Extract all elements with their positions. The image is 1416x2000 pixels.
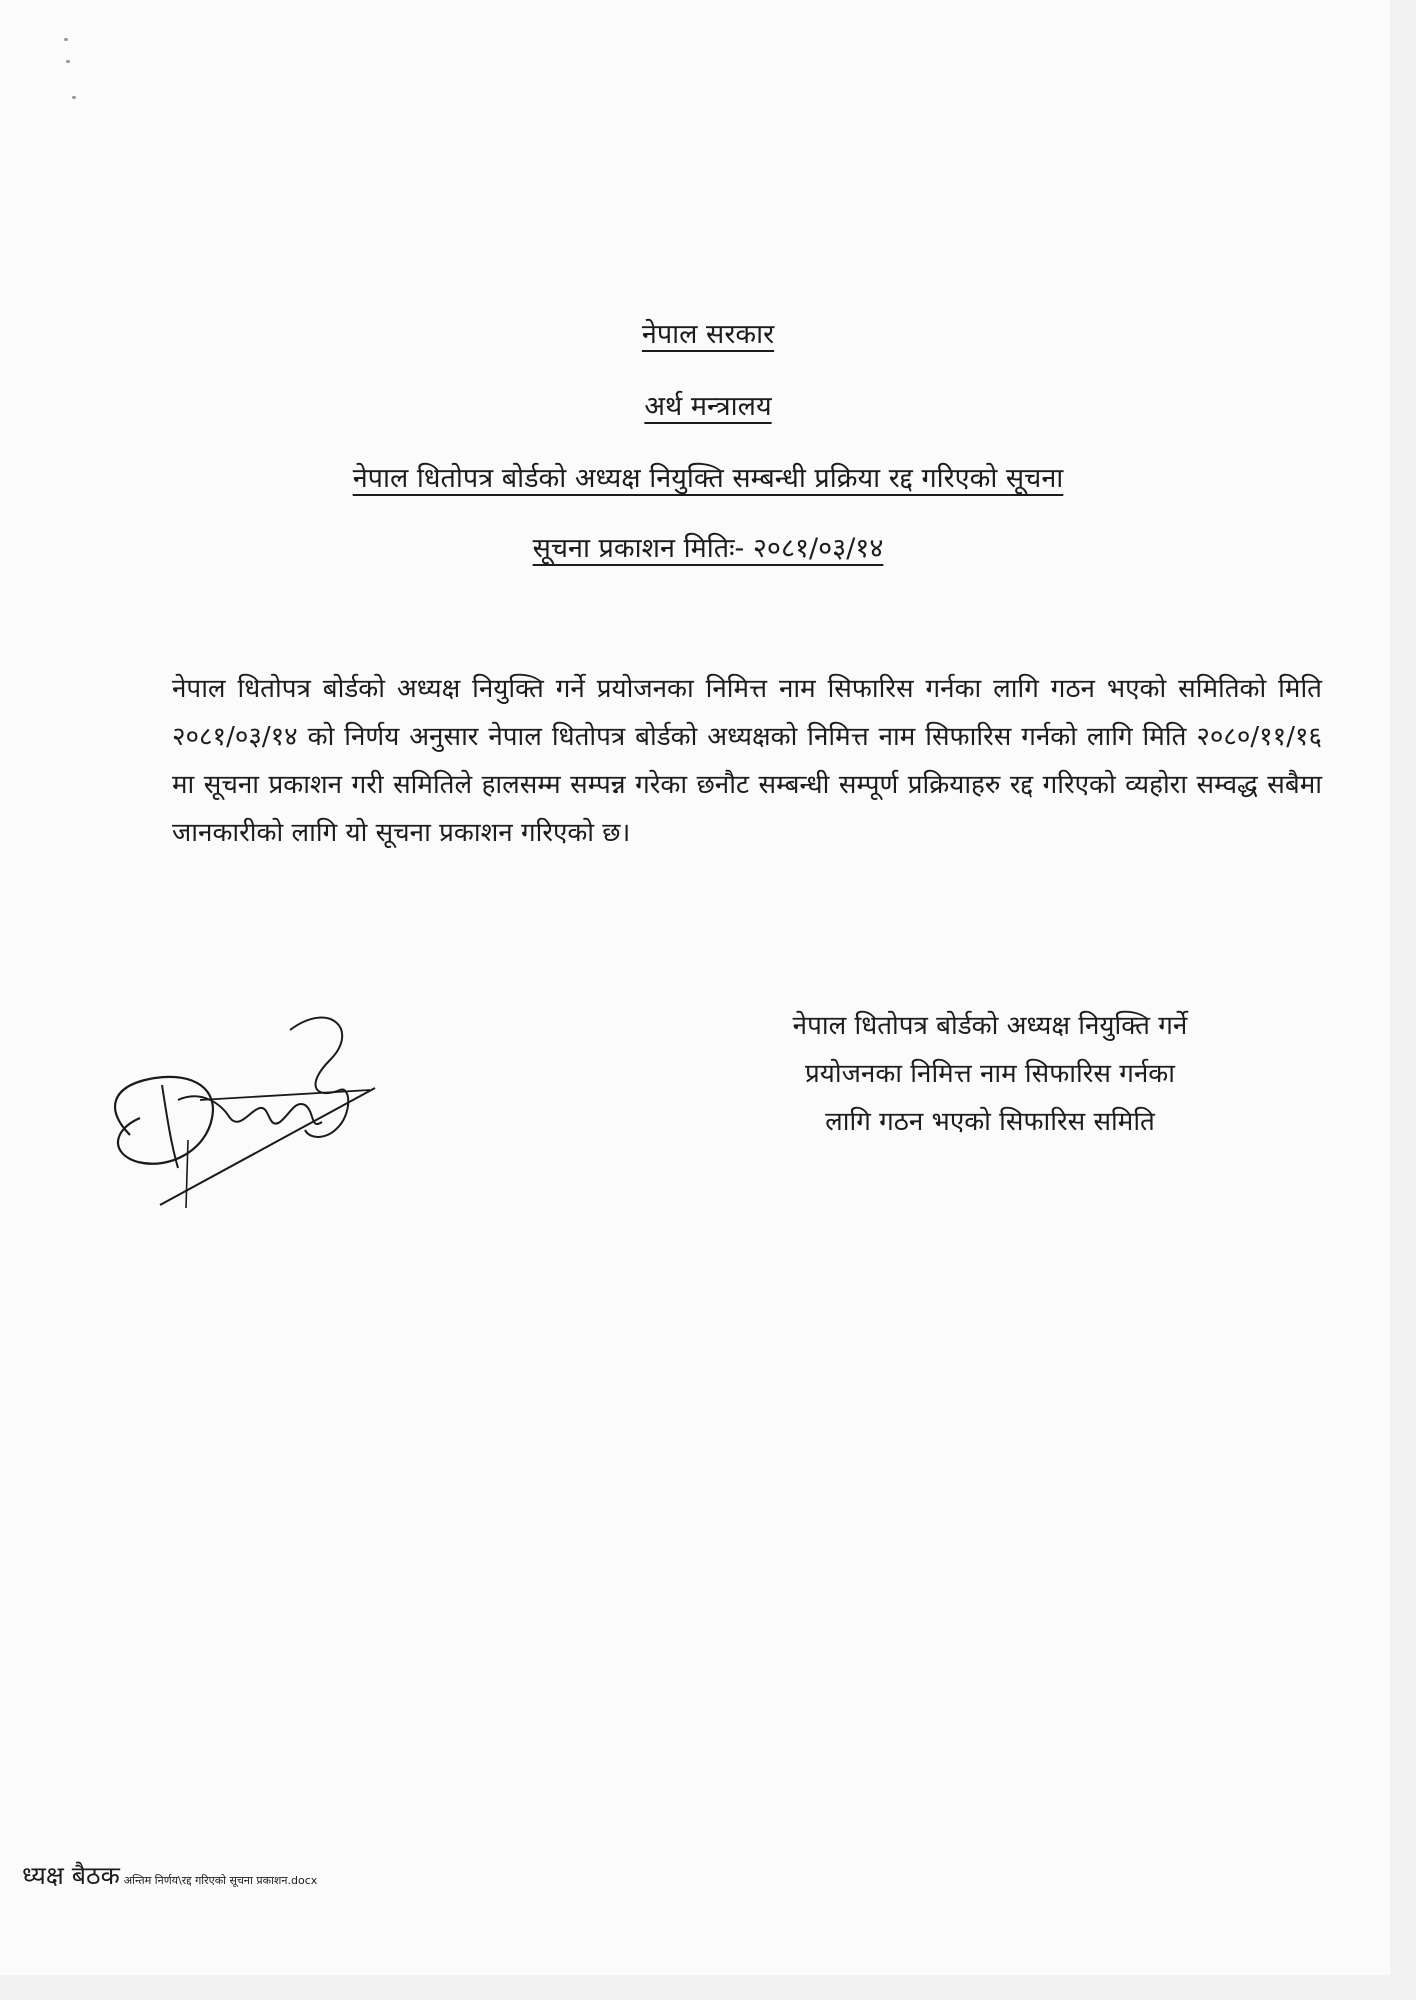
ministry-heading: अर्थ मन्त्रालय	[644, 391, 772, 422]
notice-body: नेपाल धितोपत्र बोर्डको अध्यक्ष नियुक्ति गर्ने प्रयोजनका निमित्त नाम सिफारिस गर्नका लागि गठन भएको समितिको मिति २०८१/०३/१४ को निर्णय अनुसार नेपाल धितोपत्र बोर्डको अध्यक्षको निमित्त नाम सिफारिस गर्नको लागि मिति २०८०/११/१६ मा सूचना प्रकाशन गरी समितिले हालसम्म सम्पन्न गरेका छनौट सम्बन्धी सम्पूर्ण प्रक्रियाहरु रद्द गरिएको व्यहोरा सम्वद्ध सबैमा जानकारीको लागि यो सूचना प्रकाशन गरिएको छ।	[172, 674, 1322, 848]
footer-small-text: अन्तिम निर्णय\रद्द गरिएको सूचना प्रकाशन.docx	[123, 1874, 318, 1887]
footer-large-text: ध्यक्ष बैठक	[22, 1861, 120, 1890]
signature-mark	[100, 990, 400, 1220]
committee-signature-block	[700, 1002, 1280, 1146]
scan-speck	[72, 96, 76, 99]
committee-line-3: लागि गठन भएको सिफारिस समिति	[825, 1107, 1155, 1137]
scan-speck	[64, 38, 68, 41]
government-heading: नेपाल सरकार	[641, 319, 775, 350]
scan-speck	[66, 60, 70, 63]
footer-filepath	[22, 1858, 317, 1892]
publication-date: सूचना प्रकाशन मितिः- २०८१/०३/१४	[532, 533, 884, 564]
committee-line-2: प्रयोजनका निमित्त नाम सिफारिस गर्नका	[804, 1059, 1176, 1089]
committee-line-1: नेपाल धितोपत्र बोर्डको अध्यक्ष नियुक्ति गर्ने	[792, 1011, 1188, 1041]
scan-margin-right	[1390, 0, 1416, 2000]
notice-subject: नेपाल धितोपत्र बोर्डको अध्यक्ष नियुक्ति सम्बन्धी प्रक्रिया रद्द गरिएको सूचना	[352, 463, 1064, 494]
scan-margin-bottom	[0, 1975, 1416, 2000]
